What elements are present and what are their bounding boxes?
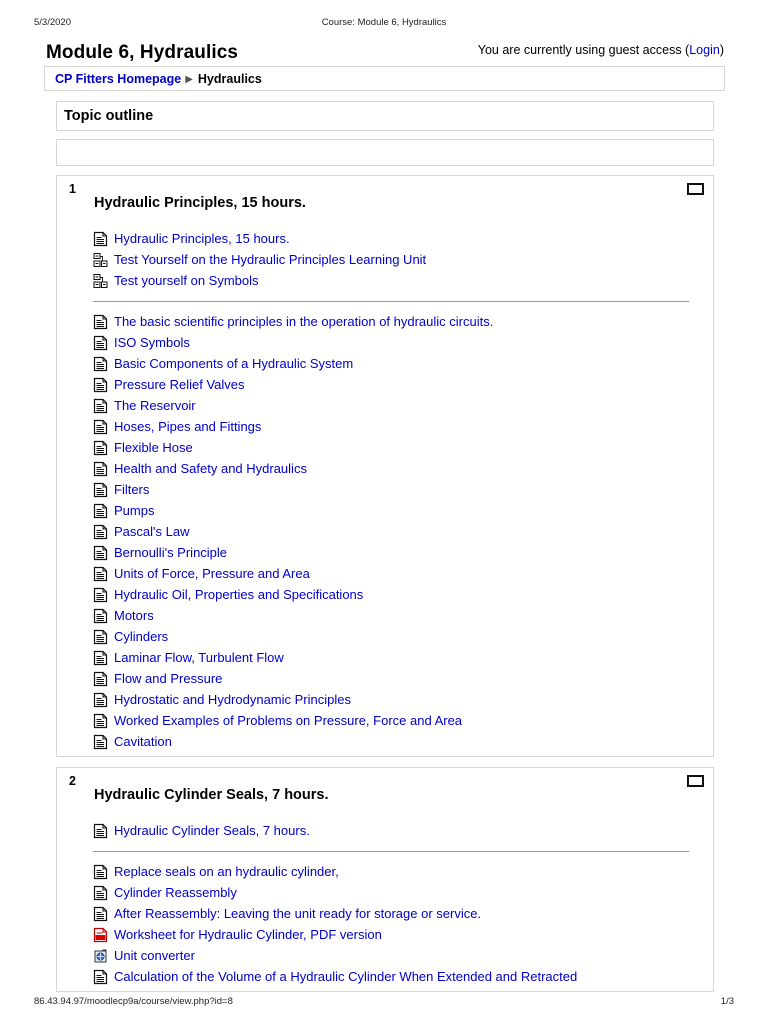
resource-icon [93,671,108,687]
print-page-number: 1/3 [720,996,734,1007]
resource-icon [93,587,108,603]
activity-item [93,689,683,710]
activity-item [93,416,683,437]
activity-link[interactable]: Calculation of the Volume of a Hydraulic Cylinder When Extended and Retracted [114,969,578,984]
resource-icon [93,629,108,645]
activity-link[interactable]: Replace seals on an hydraulic cylinder, [114,864,339,879]
activity-item [93,332,683,353]
section-toggle-icon[interactable] [687,183,704,195]
activity-link[interactable]: After Reassembly: Leaving the unit ready for storage or service. [114,906,482,921]
quiz-icon [93,252,108,268]
activity-link[interactable]: Worksheet for Hydraulic Cylinder, PDF version [114,927,382,942]
section-toggle-icon[interactable] [687,775,704,787]
login-info [478,43,724,57]
resource-icon [93,524,108,540]
activity-item [93,458,683,479]
breadcrumb-separator: ▶ [185,74,193,85]
resource-icon [93,419,108,435]
activity-link[interactable]: ISO Symbols [114,335,190,350]
login-link[interactable]: Login [689,43,720,57]
print-date: 5/3/2020 [34,17,71,28]
activity-link[interactable]: Unit converter [114,948,195,963]
breadcrumb-home-link[interactable]: CP Fitters Homepage [55,72,182,86]
section-number: 2 [69,774,76,788]
activity-item [93,966,683,987]
activity-link[interactable]: Hydraulic Cylinder Seals, 7 hours. [114,823,310,838]
activity-link[interactable]: Pascal's Law [114,524,190,539]
activity-item [93,668,683,689]
activity-item [93,311,683,332]
resource-icon [93,713,108,729]
activity-item [93,626,683,647]
activity-link[interactable]: Test Yourself on the Hydraulic Principles Learning Unit [114,252,427,267]
activity-link[interactable]: Hydraulic Principles, 15 hours. [114,231,290,246]
activity-item [93,584,683,605]
login-suffix: ) [719,43,724,57]
activity-item [93,924,683,945]
quiz-icon [93,273,108,289]
activity-link[interactable]: Test yourself on Symbols [114,273,259,288]
resource-icon [93,356,108,372]
activity-item [93,374,683,395]
activity-item [93,820,683,841]
activity-item [93,710,683,731]
activity-link[interactable]: The basic scientific principles in the operation of hydraulic circuits. [114,314,494,329]
activity-item [93,521,683,542]
activity-item [93,479,683,500]
breadcrumb-current: Hydraulics [197,72,262,86]
resource-icon [93,650,108,666]
resource-icon [93,692,108,708]
activity-link[interactable]: The Reservoir [114,398,196,413]
resource-icon [93,566,108,582]
activity-link[interactable]: Hydraulic Oil, Properties and Specifications [114,587,364,602]
activity-link[interactable]: Motors [114,608,154,623]
resource-icon [93,885,108,901]
activity-item [93,647,683,668]
activity-link[interactable]: Flow and Pressure [114,671,223,686]
print-url: 86.43.94.97/moodlecp9a/course/view.php?id=8 [34,996,233,1007]
divider-line [93,851,689,852]
url-icon [93,948,108,964]
resource-icon [93,734,108,750]
section-number: 1 [69,182,76,196]
activity-link[interactable]: Filters [114,482,150,497]
activity-item [93,353,683,374]
activity-item [93,500,683,521]
activity-link[interactable]: Cavitation [114,734,172,749]
resource-icon [93,314,108,330]
activity-link[interactable]: Units of Force, Pressure and Area [114,566,310,581]
divider-line [93,301,689,302]
activity-item [93,542,683,563]
activity-link[interactable]: Flexible Hose [114,440,193,455]
resource-icon [93,608,108,624]
resource-icon [93,335,108,351]
section-activity-list [93,820,683,987]
resource-icon [93,864,108,880]
print-header [34,17,734,31]
activity-link[interactable]: Laminar Flow, Turbulent Flow [114,650,284,665]
section-divider [93,291,683,311]
activity-link[interactable]: Pressure Relief Valves [114,377,245,392]
resource-icon [93,231,108,247]
resource-icon [93,906,108,922]
topic-outline-heading: Topic outline [56,101,714,131]
activity-item [93,605,683,626]
resource-icon [93,398,108,414]
activity-link[interactable]: Pumps [114,503,155,518]
activity-item [93,563,683,584]
resource-icon [93,545,108,561]
activity-item [93,395,683,416]
print-footer [34,996,734,1007]
activity-link[interactable]: Hydrostatic and Hydrodynamic Principles [114,692,351,707]
activity-item [93,903,683,924]
resource-icon [93,503,108,519]
activity-link[interactable]: Cylinder Reassembly [114,885,237,900]
section-2 [56,767,714,992]
section-0-summary [56,139,714,166]
pdf-icon [93,927,108,943]
activity-link[interactable]: Basic Components of a Hydraulic System [114,356,354,371]
activity-link[interactable]: Worked Examples of Problems on Pressure, Force and Area [114,713,463,728]
activity-item [93,437,683,458]
activity-item [93,270,683,291]
login-prefix: You are currently using guest access ( [477,43,690,57]
print-doc-title: Course: Module 6, Hydraulics [321,17,447,28]
activity-item [93,249,683,270]
section-divider [93,841,683,861]
page-title: Module 6, Hydraulics [46,42,239,63]
activity-item [93,882,683,903]
activity-link[interactable]: Hoses, Pipes and Fittings [114,419,262,434]
resource-icon [93,969,108,985]
resource-icon [93,823,108,839]
activity-item [93,861,683,882]
section-activity-list [93,228,683,752]
section-1 [56,175,714,757]
resource-icon [93,482,108,498]
activity-item [93,731,683,752]
resource-icon [93,461,108,477]
activity-link[interactable]: Bernoulli's Principle [114,545,228,560]
activity-link[interactable]: Health and Safety and Hydraulics [114,461,307,476]
activity-item [93,228,683,249]
section-title: Hydraulic Principles, 15 hours. [94,195,306,211]
resource-icon [93,440,108,456]
section-title: Hydraulic Cylinder Seals, 7 hours. [94,787,329,803]
activity-item [93,945,683,966]
resource-icon [93,377,108,393]
activity-link[interactable]: Cylinders [114,629,169,644]
breadcrumb [44,66,725,91]
